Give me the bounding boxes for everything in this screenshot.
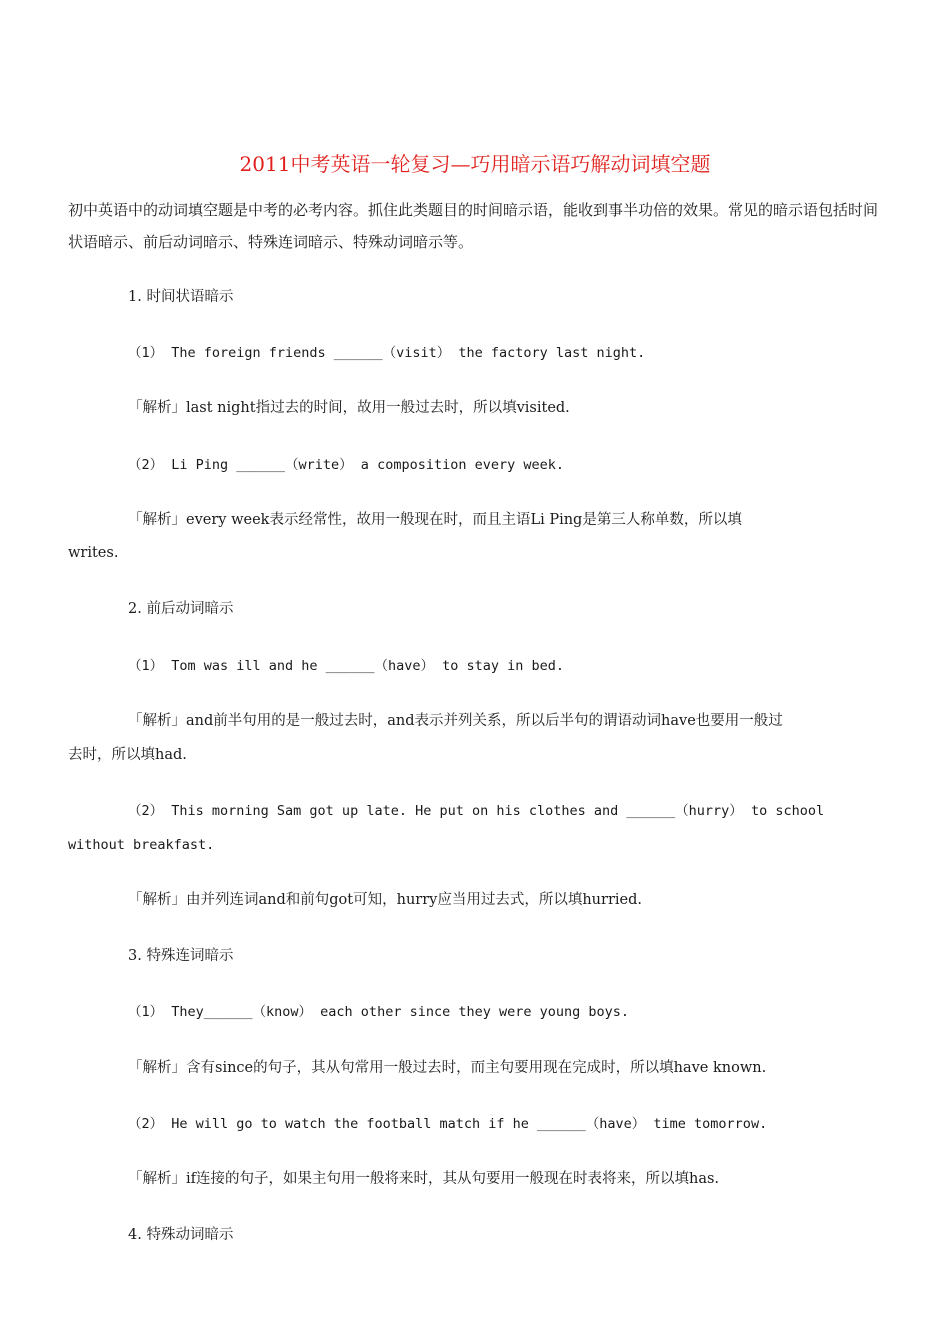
- question-3-2: （2） He will go to watch the football match if he ______（have） time tomorrow.: [128, 1116, 768, 1132]
- intro-paragraph: 初中英语中的动词填空题是中考的必考内容。抓住此类题目的时间暗示语，能收到事半功倍的效果。常见的暗示语包括时间状语暗示、前后动词暗示、特殊连词暗示、特殊动词暗示等。: [68, 201, 879, 251]
- question-3-1: （1） They______（know） each other since they were young boys.: [128, 1004, 630, 1020]
- section-heading-2: 2. 前后动词暗示: [128, 601, 234, 617]
- question-2-1: （1） Tom was ill and he ______（have） to stay in bed.: [128, 658, 565, 674]
- analysis-1-2-line2: writes.: [68, 545, 119, 561]
- question-1-2: （2） Li Ping ______（write） a composition every week.: [128, 457, 565, 473]
- question-2-2-line2: without breakfast.: [68, 837, 215, 853]
- section-heading-4: 4. 特殊动词暗示: [128, 1227, 234, 1243]
- analysis-2-1-line1: 「解析」and前半句用的是一般过去时，and表示并列关系，所以后半句的谓语动词have也要用一般过: [128, 713, 783, 729]
- analysis-1-2-line1: 「解析」every week表示经常性，故用一般现在时，而且主语Li Ping是第三人称单数，所以填: [128, 512, 742, 528]
- section-heading-1: 1. 时间状语暗示: [128, 289, 234, 305]
- section-heading-3: 3. 特殊连词暗示: [128, 948, 234, 964]
- question-2-2-line1: （2） This morning Sam got up late. He put on his clothes and ______（hurry） to school: [128, 803, 825, 819]
- question-1-1: （1） The foreign friends ______（visit） the factory last night.: [128, 345, 646, 361]
- analysis-3-1: 「解析」含有since的句子，其从句常用一般过去时，而主句要用现在完成时，所以填have known.: [128, 1060, 767, 1076]
- analysis-1-1: 「解析」last night指过去的时间，故用一般过去时，所以填visited.: [128, 400, 570, 416]
- analysis-2-2: 「解析」由并列连词and和前句got可知，hurry应当用过去式，所以填hurried.: [128, 892, 642, 908]
- analysis-3-2: 「解析」if连接的句子，如果主句用一般将来时，其从句要用一般现在时表将来，所以填has.: [128, 1171, 720, 1187]
- analysis-2-1-line2: 去时，所以填had.: [68, 747, 187, 763]
- document-title: 2011中考英语一轮复习—巧用暗示语巧解动词填空题: [239, 152, 711, 176]
